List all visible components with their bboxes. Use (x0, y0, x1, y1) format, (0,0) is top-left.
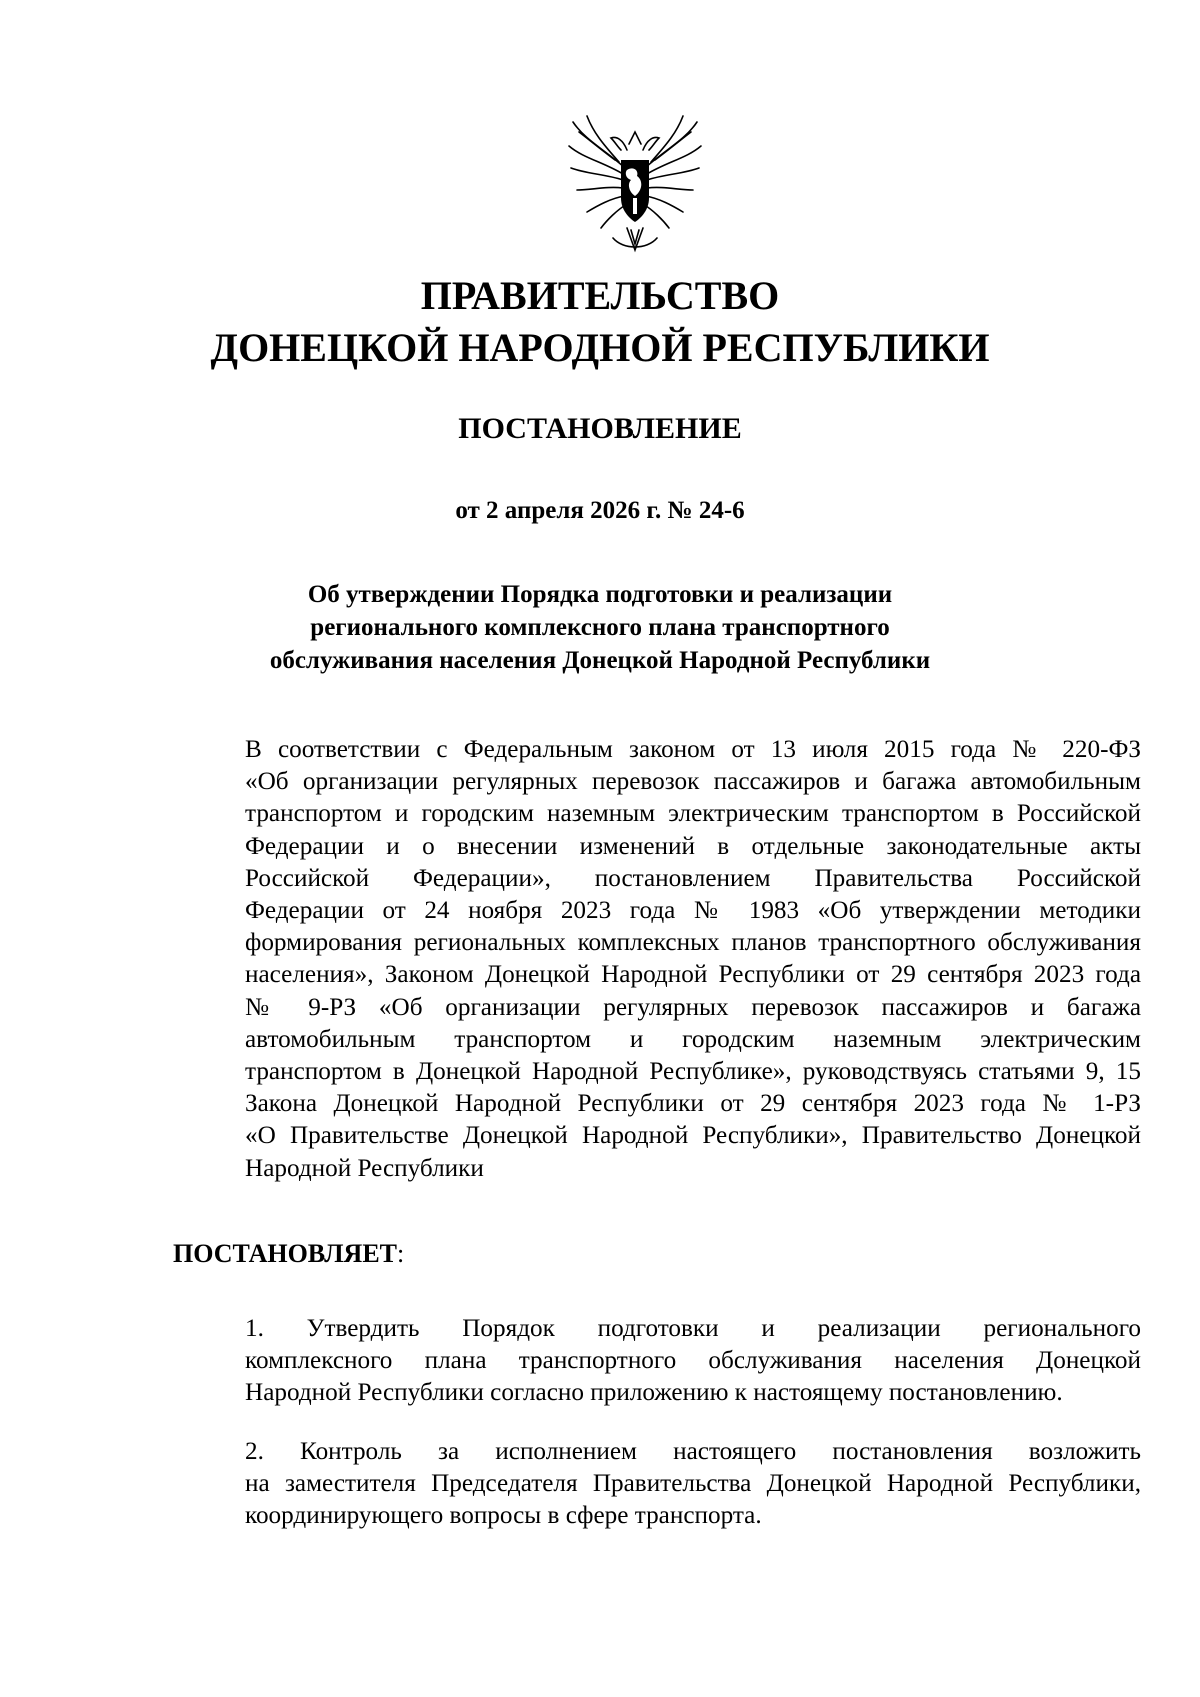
preamble-line: автомобильным транспортом и городским наземным электрическим (245, 1025, 1141, 1053)
preamble-line: транспортом и городским наземным электрическим транспортом в Российской (245, 800, 1141, 828)
document-subject (0, 578, 1200, 677)
document-date-number: от 2 апреля 2026 г. № 24-6 (455, 497, 745, 524)
item-line: 2. Контроль за исполнением настоящего постановления возложить (245, 1438, 1141, 1465)
preamble-line: Российской Федерации», постановлением Правительства Российской (245, 864, 1141, 892)
item-line: координирующего вопросы в сфере транспорта. (245, 1502, 762, 1530)
item-line: комплексного плана транспортного обслуживания населения Донецкой (245, 1347, 1141, 1375)
item-line: Народной Республики согласно приложению к настоящему постановлению. (245, 1379, 1063, 1407)
preamble-line: № 9-РЗ «Об организации регулярных перевозок пассажиров и багажа (245, 993, 1141, 1021)
preamble-line: Федерации и о внесении изменений в отдельные законодательные акты (245, 832, 1141, 860)
preamble-line: Закона Донецкой Народной Республики от 29 сентября 2023 года № 1-РЗ (245, 1090, 1141, 1118)
document-type: ПОСТАНОВЛЕНИЕ (458, 412, 742, 445)
preamble-line: транспортом в Донецкой Народной Республике», руководствуясь статьями 9, 15 (245, 1058, 1141, 1086)
preamble-line: В соответствии с Федеральным законом от 13 июля 2015 года № 220-ФЗ (245, 736, 1141, 763)
resolution-item-1 (173, 1313, 1141, 1410)
item-line: 1. Утвердить Порядок подготовки и реализации регионального (245, 1315, 1141, 1342)
preamble-line: «О Правительстве Донецкой Народной Республики», Правительство Донецкой (245, 1122, 1141, 1150)
preamble-line: формирования региональных комплексных планов транспортного обслуживания (245, 929, 1141, 957)
dpr-coat-of-arms-icon (565, 110, 705, 260)
government-title-line-2: ДОНЕЦКОЙ НАРОДНОЙ РЕСПУБЛИКИ (210, 325, 990, 370)
government-title (0, 270, 1200, 374)
preamble-line: «Об организации регулярных перевозок пассажиров и багажа автомобильным (245, 768, 1141, 796)
subject-line-1: Об утверждении Порядка подготовки и реализации (307, 581, 893, 608)
resolution-word: ПОСТАНОВЛЯЕТ (173, 1239, 397, 1268)
preamble-line: Народной Республики (245, 1154, 484, 1182)
preamble-paragraph (173, 734, 1141, 1185)
preamble-line: Федерации от 24 ноября 2023 года № 1983 «Об утверждении методики (245, 897, 1141, 925)
item-line: на заместителя Председателя Правительства Донецкой Народной Республики, (245, 1470, 1141, 1498)
subject-line-2: регионального комплексного плана транспортного (310, 614, 890, 641)
resolution-colon: : (397, 1239, 405, 1268)
government-title-line-1: ПРАВИТЕЛЬСТВО (420, 273, 780, 318)
resolution-item-2 (173, 1436, 1141, 1533)
resolution-heading (173, 1238, 1141, 1270)
subject-line-3: обслуживания населения Донецкой Народной Республики (269, 647, 931, 674)
preamble-line: населения», Законом Донецкой Народной Республики от 29 сентября 2023 года (245, 961, 1141, 989)
